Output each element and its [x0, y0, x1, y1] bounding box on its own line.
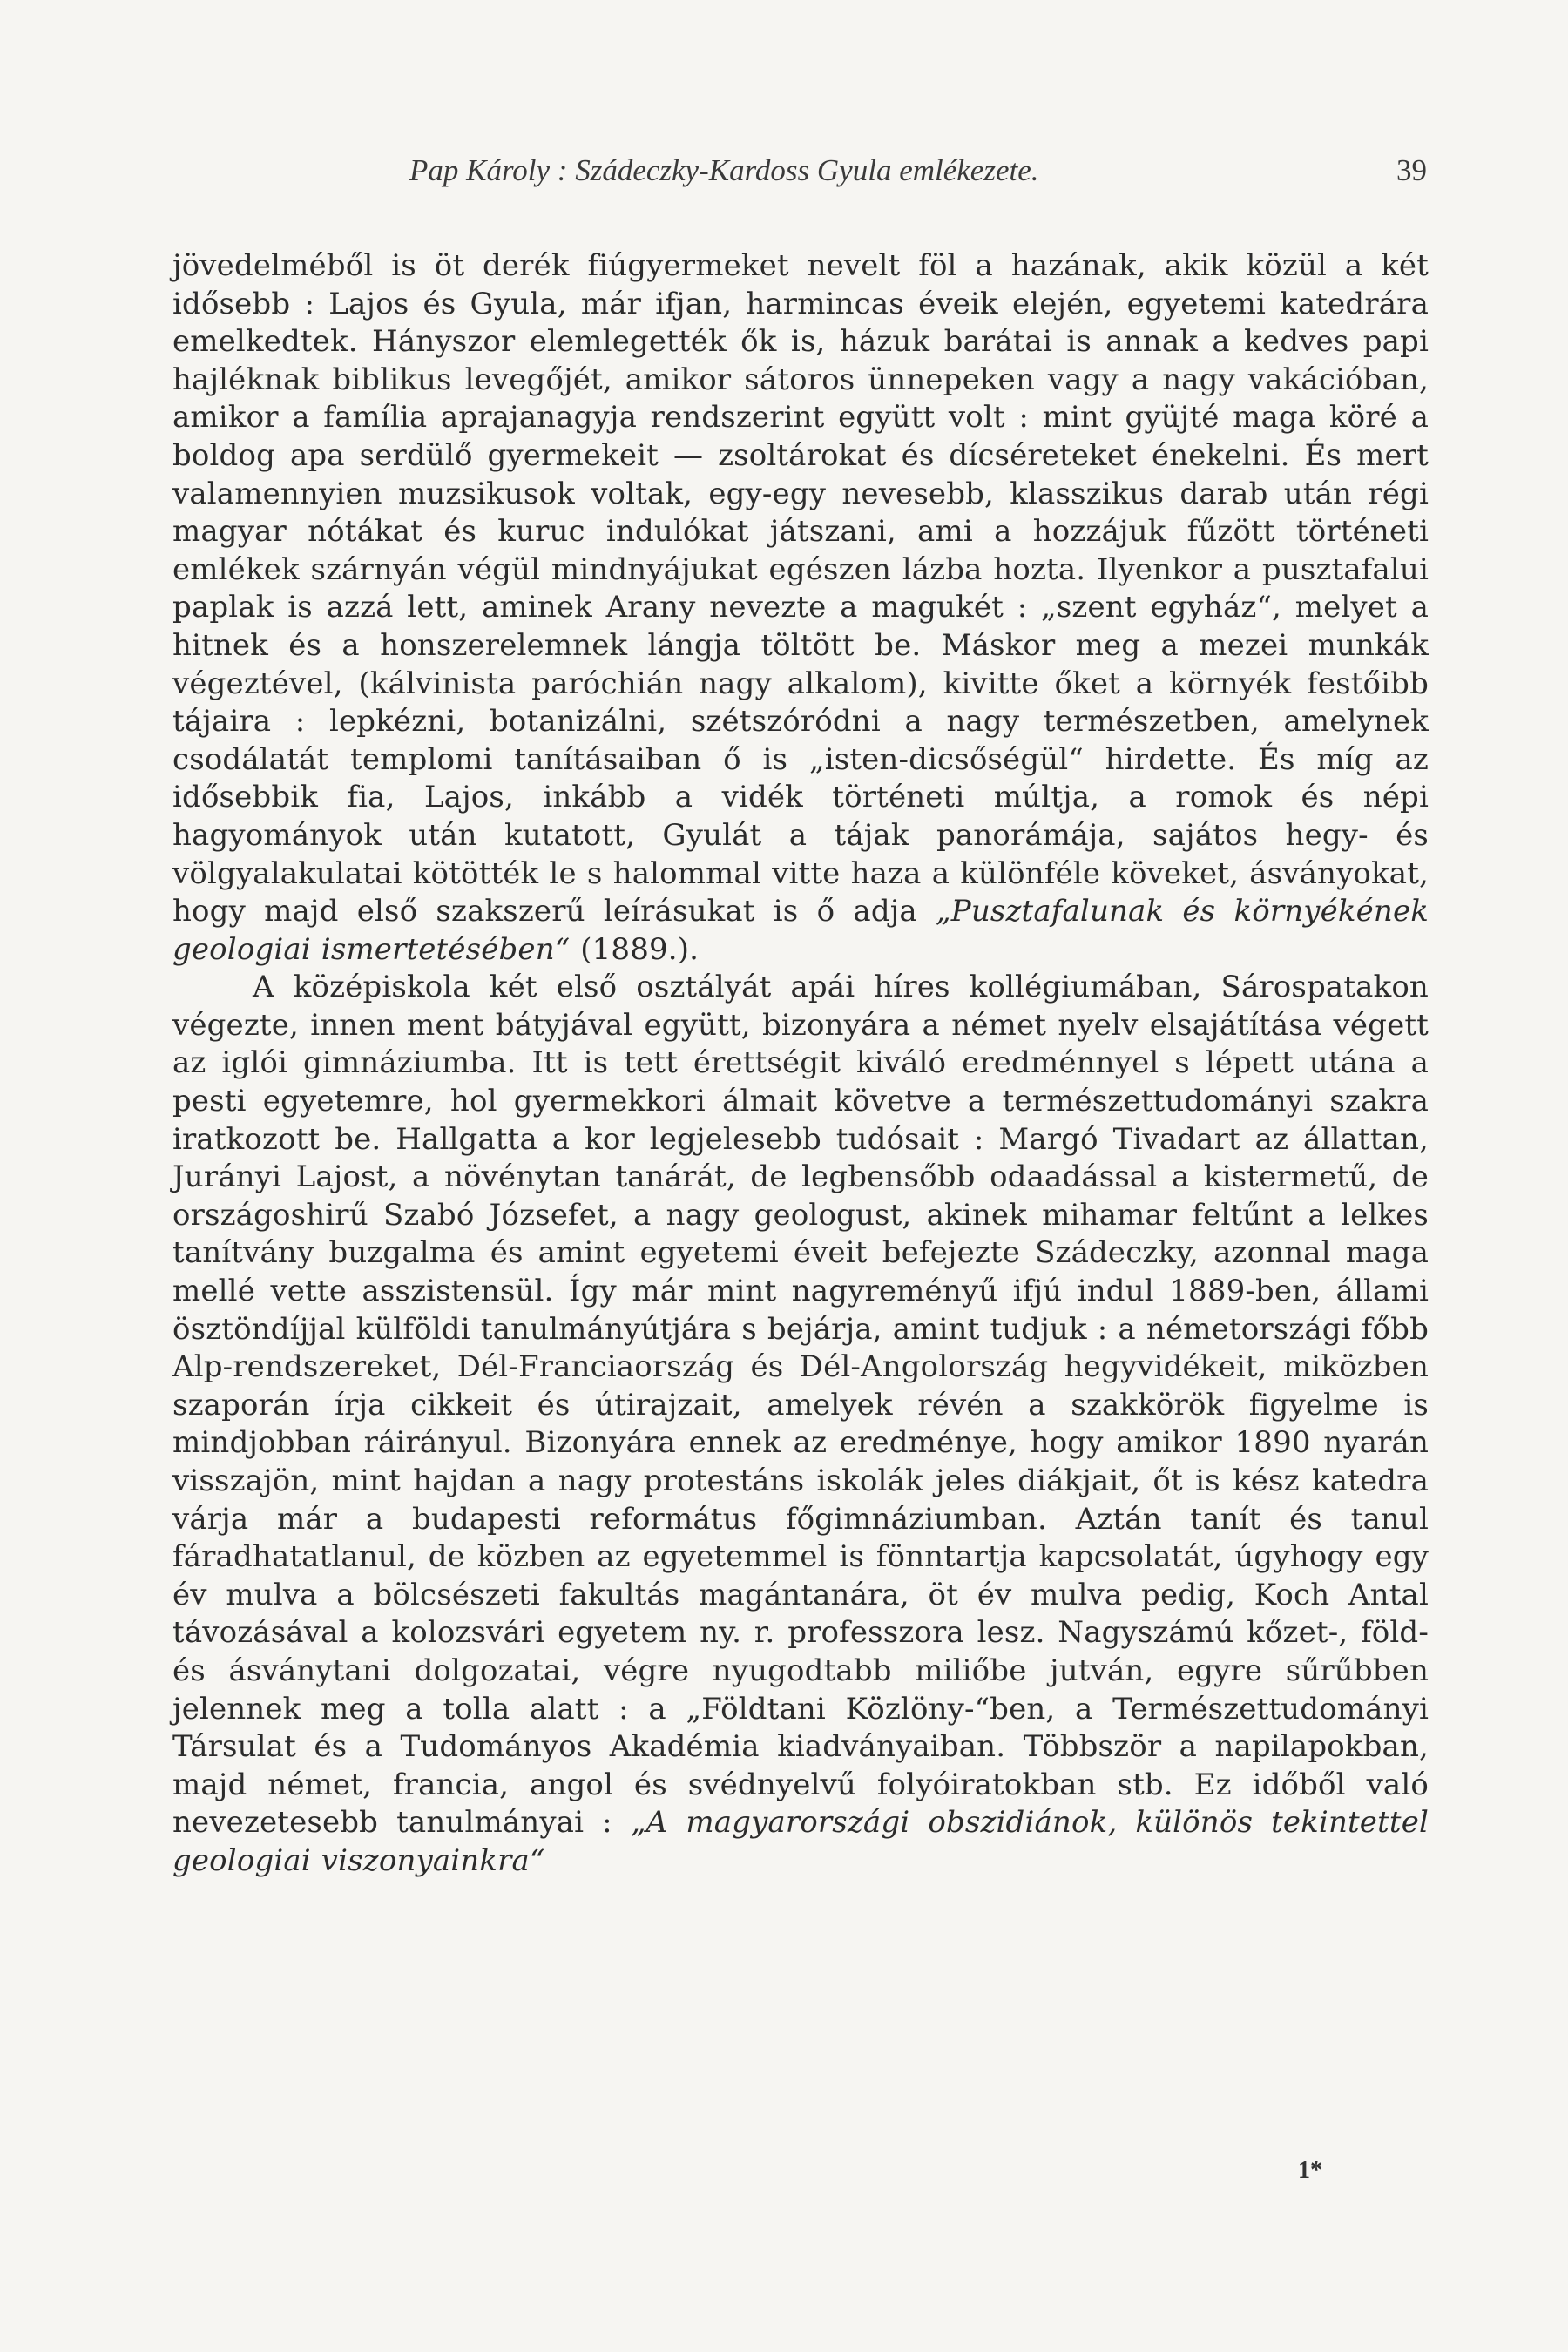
body-text: [172, 247, 1429, 1881]
paragraph-1-italic-title: „Pusztafalunak és környékének geologiai ismertetésében“: [172, 894, 1429, 967]
signature-mark: 1*: [1298, 2157, 1322, 2184]
paragraph-2: [172, 969, 1429, 1880]
paragraph-1-end: (1889.).: [570, 931, 700, 967]
paragraph-1: [172, 247, 1429, 969]
paragraph-2-italic-title: „A magyarországi obszidiánok, különös tekintettel geologiai viszonyainkra“: [172, 1805, 1429, 1878]
running-head-title: Pap Károly : Szádeczky-Kardoss Gyula emlékezete.: [409, 153, 1039, 187]
running-head: [172, 153, 1427, 197]
paragraph-1-text: jövedelméből is öt derék fiúgyermeket nevelt föl a hazának, akik közül a két idősebb : Lajos és Gyula, már ifjan, harmincas éveik elején, egyetemi katedrára emelkedtek. Hányszor elemlegették ők is, házuk barátai is annak a kedves papi hajléknak biblikus levegőjét, amikor sátoros ünnepeken vagy a nagy vakációban, amikor a família aprajanagyja rendszerint együtt volt : mint gyüjté maga köré a boldog apa serdülő gyermekeit — zsoltárokat és dícséreteket énekelni. És mert valamennyien muzsikusok voltak, egy-egy nevesebb, klasszikus darab után régi magyar nótákat és kuruc indulókat játszani, ami a hozzájuk fűzött történeti emlékek szárnyán végül mindnyájukat egészen lázba hozta. Ilyenkor a pusztafalui paplak is azzá lett, aminek Arany nevezte a magukét : „szent egyház“, melyet a hitnek és a honszerelemnek lángja töltött be. Máskor meg a mezei munkák végeztével, (kálvinista paróchián nagy alkalom), kivitte őket a környék festőibb tájaira : lepkézni, botanizálni, szétszóródni a nagy természetben, amelynek csodálatát templomi tanításaiban ő is „isten-dicsőségül“ hirdette. És míg az idősebbik fia, Lajos, inkább a vidék történeti múltja, a romok és népi hagyományok után kutatott, Gyulát a tájak panorámája, sajátos hegy- és völgyalakulatai kötötték le s halommal vitte haza a különféle köveket, ásványokat, hogy majd első szakszerű leírásukat is ő adja: [172, 248, 1429, 929]
page-number: 39: [1396, 153, 1427, 187]
paragraph-2-text: A középiskola két első osztályát apái híres kollégiumában, Sárospatakon végezte, innen ment bátyjával együtt, bizonyára a német nyelv elsajátítása végett az iglói gimnáziumba. Itt is tett érettségit kiváló eredménnyel s lépett utána a pesti egyetemre, hol gyermekkori álmait követve a természettudományi szakra iratkozott be. Hallgatta a kor legjelesebb tudósait : Margó Tivadart az állattan, Jurányi Lajost, a növénytan tanárát, de legbensőbb odaadással a kistermetű, de országoshirű Szabó Józsefet, a nagy geologust, akinek mihamar feltűnt a lelkes tanítvány buzgalma és amint egyetemi éveit befejezte Szádeczky, azonnal maga mellé vette asszistensül. Így már mint nagyreményű ifjú indul 1889-ben, állami ösztöndíjjal külföldi tanulmányútjára s bejárja, amint tudjuk : a németországi főbb Alp-rendszereket, Dél-Franciaország és Dél-Angolország hegyvidékeit, miközben szaporán írja cikkeit és útirajzait, amelyek révén a szakkörök figyelme is mindjobban ráirányul. Bizonyára ennek az eredménye, hogy amikor 1890 nyarán visszajön, mint hajdan a nagy protestáns iskolák jeles diákjait, őt is kész katedra várja már a budapesti református főgimnáziumban. Aztán tanít és tanul fáradhatatlanul, de közben az egyetemmel is fönntartja kapcsolatát, úgyhogy egy év mulva a bölcsészeti fakultás magántanára, öt év mulva pedig, Koch Antal távozásával a kolozsvári egyetem ny. r. professzora lesz. Nagyszámú kőzet-, föld- és ásványtani dolgozatai, végre nyugodtabb miliőbe jutván, egyre sűrűbben jelennek meg a tolla alatt : a „Földtani Közlöny-“ben, a Természettudományi Társulat és a Tudományos Akadémia kiadványaiban. Többször a napilapokban, majd német, francia, angol és svédnyelvű folyóiratokban stb. Ez időből való nevezetesebb tanulmányai :: [172, 970, 1429, 1841]
